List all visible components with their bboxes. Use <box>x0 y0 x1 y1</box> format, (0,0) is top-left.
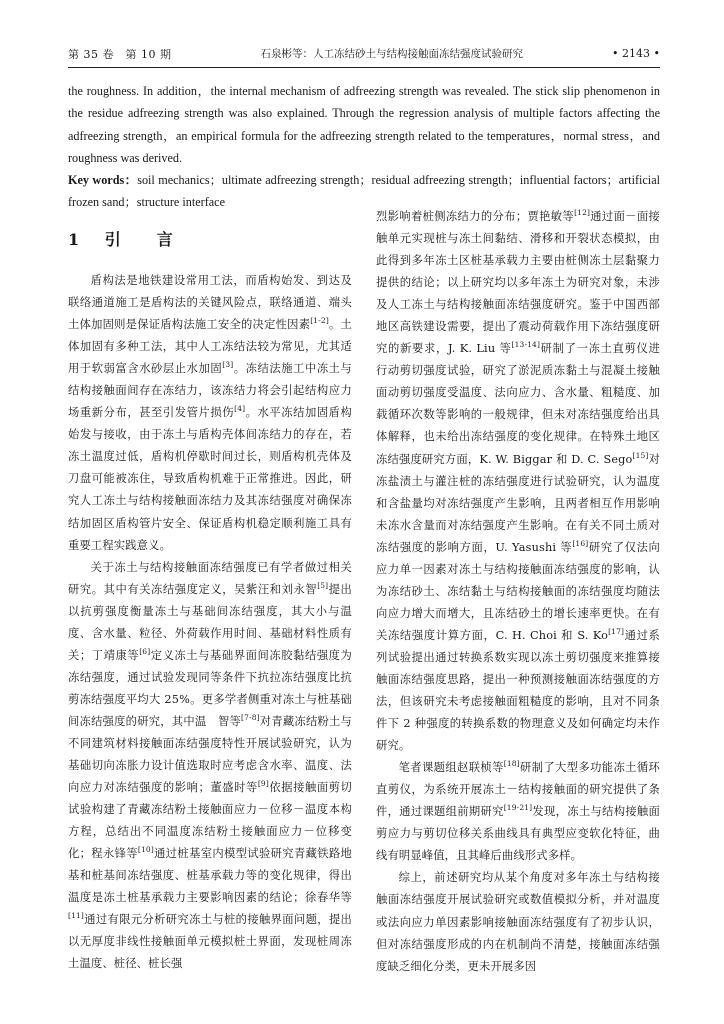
page-number: • 2143 • <box>612 47 660 60</box>
section-number: 1 <box>68 230 90 249</box>
text-run: 盾构法是地铁建设常用工法，而盾构始发、到达及联络通道施工是盾构法的关键风险点，联络通道、端头土体加固则是保证盾构法施工安全的决定性因素 <box>68 274 352 332</box>
text-run: 提出以抗剪强度衡量冻土与基础间冻结强度，其大小与温度、含水量、粒径、外荷载作用时间、基础材料性质有关；丁靖康等 <box>68 582 352 662</box>
text-run: 关于冻土与结构接触面冻结强度已有学者做过相关研究。其中有关冻结强度定义，吴紫汪和刘永智 <box>68 560 352 596</box>
text-run: 定义冻土与基础界面间冻胶黏结强度为冻结强度，通过试验发现同等条件下抗拉冻结强度比抗剪冻结强度平均大 25%。更多学者侧重对冻土与桩基础间冻结强度的研究，其中温 智等 <box>68 648 352 728</box>
text-run: 。水平冻结加固盾构始发与接收，由于冻土与盾构壳体间冻结力的存在，若冻土温度过低，盾构机停歇时间过长，则盾构机壳体及刀盘可能被冻住，导致盾构机难于正常推进。因此，研究人工冻土与结构接触面冻结力及其冻结强度对确保冻结加固区盾构管片安全、保证盾构机稳定顺利施工具有重要工程实践意义。 <box>68 406 352 552</box>
citation: [13-14] <box>511 340 541 350</box>
intro-paragraph-1 <box>68 270 352 557</box>
text-run: 研制了大型多功能冻土循环直剪仪，为系统开展冻土－结构接触面的研究提供了条件，通过课题组前期研究 <box>376 761 660 819</box>
citation: [3] <box>222 360 234 370</box>
left-column <box>68 206 352 976</box>
citation: [10] <box>137 845 154 855</box>
abstract-continuation <box>68 80 660 214</box>
abstract-text: the roughness. In addition，the internal mechanism of adfreezing strength was revealed. The stick slip phenomenon in the residue adfreezing strength was also explained. Through the regression analysis of multiple factors affecting the adfreezing strength，an empirical formula for the adfreezing strength related to the temperatures，normal stress，and roughness was derived. <box>68 84 660 165</box>
intro-paragraph-4 <box>376 867 660 977</box>
text-run: 研究了仅法向应力单一因素对冻土与结构接触面冻结强度的影响，认为冻结砂土、冻结黏土与结构接触面的冻结强度均随法向应力增大而增大，且冻结砂土的增长速率更快。在有关冻结强度计算方面，C. H. Choi 和 S. Ko <box>376 540 660 642</box>
text-run: 对冻盐渍土与灌注桩的冻结强度进行试验研究，认为温度和含盐量均对冻结强度产生影响，且两者相互作用影响未冻水含量而对冻结强度产生影响。在有关不同土质对冻结强度的影响方面，U. Yasushi 等 <box>376 452 660 554</box>
running-header <box>68 40 660 68</box>
text-run: 笔者课题组赵联桢等 <box>398 761 504 775</box>
text-run: 综上，前述研究均从某个角度对多年冻土与结构接触面冻结强度开展试验研究或数值模拟分析，并对温度或法向应力单因素影响接触面冻结强度有了初步认识，但对冻结强度形成的内在机制尚不清楚，接触面冻结强度缺乏细化分类，更未开展多因 <box>376 871 660 973</box>
citation: [1-2] <box>310 316 329 326</box>
text-run: 通过有限元分析研究冻土与桩的接触界面问题，提出以无厚度非线性接触面单元模拟桩土界面，发现桩周冻土温度、桩径、桩长强 <box>68 913 352 971</box>
text-run: 对青藏冻结粉土与不同建筑材料接触面冻结强度特性开展试验研究，认为基础切向冻胀力设计值选取时应考虑含水率、温度、法向应力对冻结强度的影响；董盛时等 <box>68 714 352 795</box>
citation: [7-8] <box>241 713 260 723</box>
citation: [15] <box>632 450 649 460</box>
text-run: 依据接触面剪切试验构建了青藏冻结粉土接触面应力－位移－温度本构方程，总结出不同温度冻结粉土接触面应力－位移变化；程永锋等 <box>68 781 352 861</box>
citation: [9] <box>257 779 269 789</box>
text-run: 研制了一冻土直剪仪进行动剪切强度试验，研究了淤泥质冻黏土与混凝土接触面动剪切强度受温度、法向应力、含水量、粗糙度、加载循环次数等影响的一般规律，但未对冻结强度给出具体解释，也未给出冻结强度的变化规律。在特殊土地区冻结强度研究方面，K. W. Biggar 和 D. C. Sego <box>376 342 660 466</box>
intro-paragraph-2 <box>68 557 352 976</box>
volume-issue: 第 35 卷 第 10 期 <box>68 47 172 61</box>
citation: [5] <box>317 580 329 590</box>
intro-paragraph-3 <box>376 757 660 867</box>
citation: [18] <box>503 759 520 769</box>
section-title: 引 言 <box>104 230 183 249</box>
text-run: 通过面－面接触单元实现桩与冻土间黏结、滑移和开裂状态模拟，由此得到多年冻土区桩基承载力主要由桩侧冻土层黏聚力提供的结论；以上研究均以多年冻土为研究对象，未涉及人工冻土与结构接触面冻结强度研究。鉴于中国西部地区高铁建设需要，提出了震动荷载作用下冻结强度研究的新要求，J. K. Liu 等 <box>376 210 660 356</box>
keywords-text: soil mechanics；ultimate adfreezing strength；residual adfreezing strength；influential factors；artificial frozen sand；structure interface <box>68 173 660 210</box>
citation: [12] <box>574 208 591 218</box>
section-heading <box>68 218 352 262</box>
citation: [16] <box>572 538 589 548</box>
text-run: 。冻结法施工中冻土与结构接触面间存在冻结力，该冻结力将会引起结构应力场重新分布，甚至引发管片损伤 <box>68 362 352 420</box>
right-column <box>376 206 660 978</box>
citation: [11] <box>68 911 84 921</box>
text-run: 。土体加固有多种工法，其中人工冻结法较为常见，尤其适用于软弱富含水砂层止水加固 <box>68 318 352 376</box>
intro-paragraph-2-cont <box>376 206 660 757</box>
text-run: 通过系列试验提出通过转换系数实现以冻土剪切强度来推算接触面冻结强度思路，提出一种预测接触面冻结强度的方法，但该研究未考虑接触面粗糙度的影响，且对不同条件下 2 种强度的转换系数的物理意义及如何确定均未作研究。 <box>376 628 660 753</box>
citation: [4] <box>234 404 246 414</box>
running-title: 石泉彬等：人工冻结砂土与结构接触面冻结强度试验研究 <box>260 48 523 60</box>
citation: [19-21] <box>503 803 533 813</box>
keywords-label: Key words： <box>68 173 138 188</box>
citation: [17] <box>608 627 625 637</box>
citation: [6] <box>139 647 151 657</box>
body-columns <box>68 206 660 1006</box>
text-run: 烈影响着桩侧冻结力的分布；贾艳敏等 <box>376 210 575 223</box>
text-run: 通过桩基室内模型试验研究青藏铁路地基和桩基间冻结强度、桩基承载力等的变化规律，得出温度是冻土桩基承载力主要影响因素的结论；徐春华等 <box>68 847 352 905</box>
text-run: 发现，冻土与结构接触面剪应力与剪切位移关系曲线具有典型应变软化特征，曲线有明显峰值，且其峰后曲线形式多样。 <box>376 805 660 863</box>
